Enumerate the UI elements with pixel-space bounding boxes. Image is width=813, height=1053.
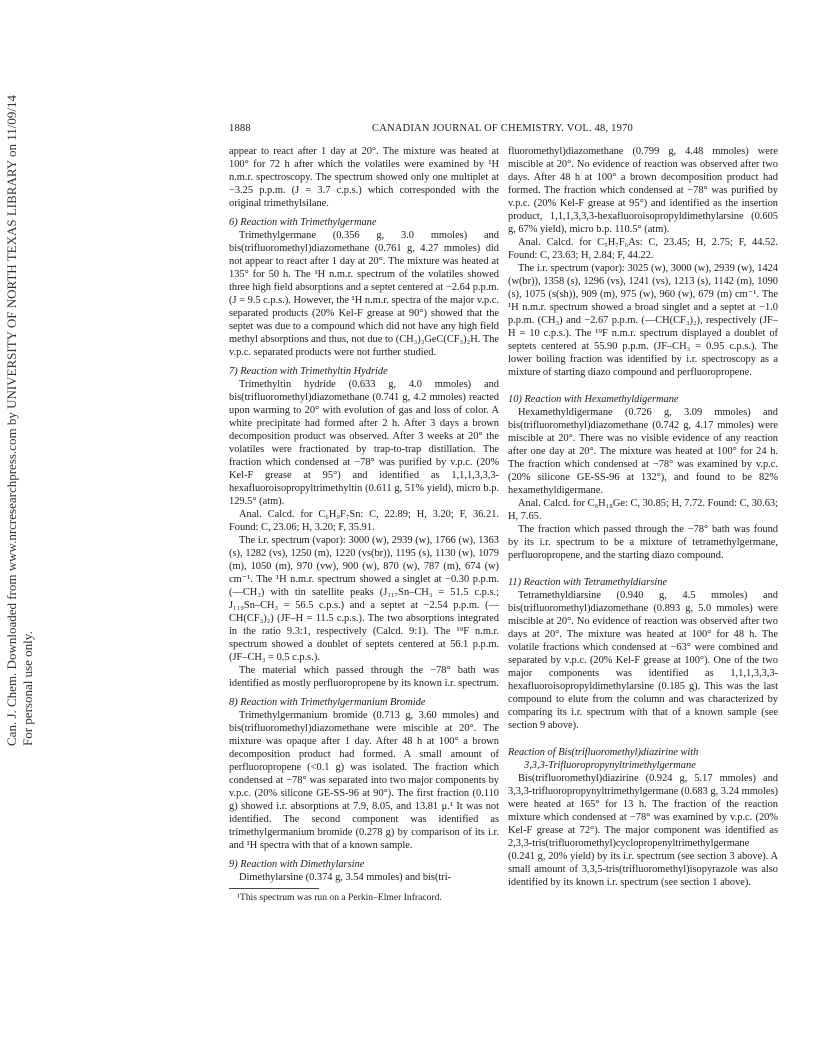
paragraph: Dimethylarsine (0.374 g, 3.54 mmoles) and bis(tri- [239, 872, 452, 883]
paragraph: Anal. Calcd. for C₆H₁₈Ge: C, 30.85; H, 7.72. Found: C, 30.63; H, 7.65. [508, 498, 778, 522]
watermark-line-2: For personal use only. [20, 631, 35, 746]
section-heading-continued: 3,3,3-Trifluoropropynyltrimethylgermane [524, 760, 696, 771]
section-heading: Reaction of Bis(trifluoromethyl)diazirine with [508, 747, 699, 758]
paragraph: The fraction which passed through the −78° bath was found by its i.r. spectrum to be a mixture of tetramethylgermane, perfluoropropene, and the starting diazo compound. [508, 524, 778, 561]
running-header [229, 123, 776, 139]
paragraph: The i.r. spectrum (vapor): 3000 (w), 2939 (w), 1766 (w), 1363 (s), 1282 (vs), 1250 (m), 1220 (vs(br)), 1195 (s), 1130 (w), 1079 (m), 1050 (m), 970 (vw), 900 (w), 870 (w), 787 (m), 674 (w) cm⁻¹. The ¹H n.m.r. spectrum showed a singlet at −0.30 p.p.m. (—CH₃) with tin satellite peaks (J₁₁₇Sn–CH₃ = 51.5 c.p.s.; J₁₁₉Sn–CH₃ = 56.5 c.p.s.) and a septet at −2.54 p.p.m. (—CH(CF₃)₂) (JF–H = 11.5 c.p.s.). The two absorptions integrated in the ratio 9.3:1, respectively (Calcd. 9:1). The ¹⁹F n.m.r. spectrum showed a doublet of septets centered at 56.1 p.p.m. (JF–CH₃ = 0.5 c.p.s.). [229, 535, 499, 663]
watermark-line-1: Can. J. Chem. Downloaded from www.nrcresearchpress.com by UNIVERSITY OF NORTH TEXAS LIBRARY on 11/09/14 [4, 95, 19, 746]
section-heading: 10) Reaction with Hexamethyldigermane [508, 394, 679, 405]
section-heading: 9) Reaction with Dimethylarsine [229, 859, 365, 870]
footnote: ¹This spectrum was run on a Perkin–Elmer Infracord. [237, 892, 442, 903]
paragraph: Tetramethyldiarsine (0.940 g, 4.5 mmoles) and bis(trifluoromethyl)diazomethane (0.893 g, 5.0 mmoles) were miscible at 20°. No evidence of reaction was observed after two days at 20°. The mixture was heated at 100° for 48 h. The volatile fractions which condensed at −63° were combined and separated by v.p.c. (20% Kel-F grease at 100°). One of the two major components was identified as 1,1,1,3,3,3-hexafluoroisopropyldimethylarsine (0.185 g). This was the last compound to elute from the column and was characterized by comparing its i.r. spectrum with that of a known sample (see section 9 above). [508, 590, 778, 731]
footnote-rule [229, 888, 319, 889]
paragraph: The i.r. spectrum (vapor): 3025 (w), 3000 (w), 2939 (w), 1424 (w(br)), 1358 (s), 1296 (vs), 1241 (vs), 1213 (s), 1142 (m), 1090 (s), 1075 (s(sh)), 909 (m), 975 (w), 960 (w), 679 (m) cm⁻¹. The ¹H n.m.r. spectrum showed a broad singlet and a septet at −1.0 p.p.m. (CH₃) and −2.67 p.p.m. (—CH(CF₃)₂), respectively (JF–H = 10 c.p.s.). The ¹⁹F n.m.r. spectrum displayed a doublet of septets centered at 55.90 p.p.m. (JF–CH₃ = 0.95 c.p.s.). The lower boiling fraction was identified by i.r. spectroscopy as a mixture of starting diazo compound and perfluoropropene. [508, 263, 778, 378]
paragraph: Hexamethyldigermane (0.726 g, 3.09 mmoles) and bis(trifluoromethyl)diazomethane (0.742 g, 4.17 mmoles) were miscible at 20°. There was no visible evidence of any reaction after one day at 20°. The mixture was heated at 100° for 24 h. The fraction which condensed at −78° was examined by v.p.c. (20% silicone GE-SS-96 at 132°), and found to be 82% hexamethyldigermane. [508, 407, 778, 496]
paragraph: Trimethylgermanium bromide (0.713 g, 3.60 mmoles) and bis(trifluoromethyl)diazomethane were miscible at 20°. The mixture was opaque after 1 day. After 48 h at 100° a brown decomposition product had formed. A small amount of perfluoropropene (<0.1 g) was isolated. The fraction which condensed at −78° was separated into two major components by v.p.c. (20% silicone GE-SS-96 at 90°). The first fraction (0.110 g) showed i.r. absorptions at 7.9, 8.05, and 13.81 μ.¹ It was not identified. The second component was identified as trimethylgermanium bromide (0.278 g) by comparison of its i.r. and ¹H spectra with that of a known sample. [229, 710, 499, 851]
download-watermark [4, 95, 40, 746]
left-column [229, 145, 499, 904]
section-heading: 7) Reaction with Trimethyltin Hydride [229, 366, 388, 377]
paragraph: appear to react after 1 day at 20°. The mixture was heated at 100° for 72 h after which the volatiles were examined by ¹H n.m.r. spectroscopy. The spectrum showed only one multiplet at −3.25 p.p.m. (J = 3.7 c.p.s.) which corresponded with the original trimethylsilane. [229, 146, 499, 209]
paragraph: Bis(trifluoromethyl)diazirine (0.924 g, 5.17 mmoles) and 3,3,3-trifluoropropynyltrimethylgermane (0.683 g, 3.24 mmoles) were heated at 165° for 13 h. The fraction of the reaction mixture which condensed at −78° was examined by v.p.c. (20% Kel-F grease at 72°). The major component was identified as 2,3,3-tris(trifluoromethyl)cyclopropenyltrimethylgermane (0.241 g, 20% yield) by its i.r. spectrum (see section 3 above). A small amount of 3,3,5-tris(trifluoromethyl)isopyrazole was also identified by its known i.r. spectrum (see section 1 above). [508, 773, 778, 888]
paragraph: Trimethylgermane (0.356 g, 3.0 mmoles) and bis(trifluoromethyl)diazomethane (0.761 g, 4.27 mmoles) did not appear to react after 1 day at 20°. The mixture was heated at 135° for 50 h. The ¹H n.m.r. spectrum of the volatiles showed three high field absorptions and a septet centered at −2.64 p.p.m. (J = 9.5 c.p.s.). However, the ¹H n.m.r. spectra of the major v.p.c. separated products (20% Kel-F grease at 90°) showed that the septet was due to a compound which did not have any high field methyl absorptions and thus, not due to (CH₃)₃GeC(CF₃)₂H. The v.p.c. separated products were not further studied. [229, 230, 499, 358]
paragraph: fluoromethyl)diazomethane (0.799 g, 4.48 mmoles) were miscible at 20°. No evidence of reaction was observed after two days. After 48 h at 100° a brown decomposition product had formed. The fraction which condensed at −78° was purified by v.p.c. (20% Kel-F grease at 95°) and identified as the insertion product, 1,1,1,3,3,3-hexafluoroisopropyldimethylarsine (0.605 g, 67% yield), micro b.p. 110.5° (atm). [508, 146, 778, 235]
paragraph: Trimethyltin hydride (0.633 g, 4.0 mmoles) and bis(trifluoromethyl)diazomethane (0.741 g, 4.2 mmoles) reacted upon warming to 20° with evolution of gas and loss of color. A white precipitate had formed after 2 h. After 3 days a brown decomposition product was observed. After 3 weeks at 20° the volatiles were fractionated by trap-to-trap distillation. The fraction which condensed at −78° was purified by v.p.c. (20% Kel-F grease at 95°) and identified as 1,1,1,3,3,3-hexafluoroisopropyltrimethyltin (0.611 g, 51% yield), micro b.p. 129.5° (atm). [229, 379, 499, 507]
page-number: 1888 [229, 123, 251, 134]
paragraph: Anal. Calcd. for C₆H₉F₇Sn: C, 22.89; H, 3.20; F, 36.21. Found: C, 23.06; H, 3.20; F, 35.91. [229, 509, 499, 533]
right-column [508, 145, 778, 889]
paragraph: Anal. Calcd. for C₅H₇F₆As: C, 23.45; H, 2.75; F, 44.52. Found: C, 23.63; H, 2.84; F, 44.22. [508, 237, 778, 261]
section-heading: 11) Reaction with Tetramethyldiarsine [508, 577, 668, 588]
journal-title: CANADIAN JOURNAL OF CHEMISTRY. VOL. 48, 1970 [372, 123, 633, 134]
paragraph: The material which passed through the −78° bath was identified as mostly perfluoropropene by its known i.r. spectrum. [229, 665, 499, 689]
section-heading: 8) Reaction with Trimethylgermanium Bromide [229, 697, 426, 708]
section-heading: 6) Reaction with Trimethylgermane [229, 217, 377, 228]
